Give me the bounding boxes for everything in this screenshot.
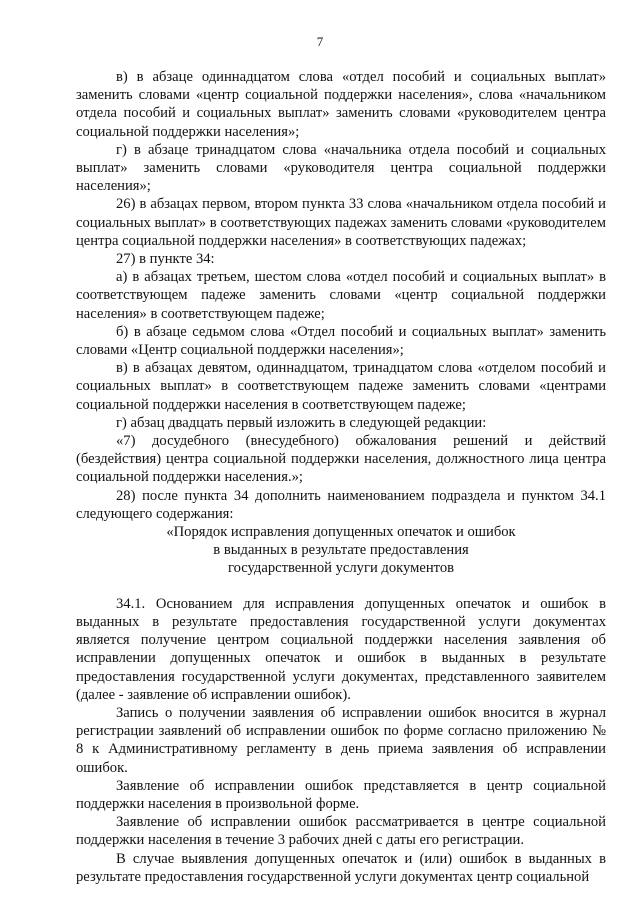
- paragraph: в) в абзацах девятом, одиннадцатом, тринадцатом слова «отделом пособий и социальных выплат» в соответствующем падеже заменить словами «центрами социальной поддержки населения в соответствующем падеже;: [76, 360, 606, 413]
- paragraph: Заявление об исправлении ошибок рассматривается в центре социальной поддержки населения в течение 3 рабочих дней с даты его регистрации.: [76, 814, 606, 849]
- paragraph: а) в абзацах третьем, шестом слова «отдел пособий и социальных выплат» в соответствующем падеже заменить словами «центр социальной поддержки населения» в соответствующем падеже;: [76, 269, 606, 322]
- paragraph: Запись о получении заявления об исправлении ошибок вносится в журнал регистрации заявлений об исправлении ошибок по форме согласно приложению № 8 к Административному регламенту в день приема заявления об исправлении ошибок.: [76, 704, 606, 776]
- paragraph: 26) в абзацах первом, втором пункта 33 слова «начальником отдела пособий и социальных выплат» в соответствующих падежах заменить словами «руководителем центра социальной поддержки населения» в соответствующих падежах;: [76, 196, 606, 249]
- subsection-heading-line: в выданных в результате предоставления: [213, 542, 469, 559]
- subsection-heading-line: государственной услуги документов: [227, 560, 455, 577]
- page-number: 7: [316, 34, 324, 49]
- paragraph: г) абзац двадцать первый изложить в следующей редакции:: [116, 414, 487, 431]
- paragraph: г) в абзаце тринадцатом слова «начальника отдела пособий и социальных выплат» заменить словами «руководителя центра социальной поддержки населения»;: [76, 141, 606, 195]
- paragraph: 27) в пункте 34:: [116, 251, 215, 268]
- subsection-heading: [76, 523, 606, 595]
- subsection-heading-line: «Порядок исправления допущенных опечаток и ошибок: [166, 524, 516, 541]
- paragraph: 34.1. Основанием для исправления допущенных опечаток и ошибок в выданных в результате предоставления государственной услуги документах является получение центром социальной поддержки населения заявления об исправлении допущенных опечаток и ошибок в выданных в результате предоставления государственной услуги документах, представленного заявителем (далее - заявление об исправлении ошибок).: [76, 595, 606, 703]
- paragraph: б) в абзаце седьмом слова «Отдел пособий и социальных выплат» заменить словами «Центр социальной поддержки населения»;: [76, 323, 606, 359]
- paragraph: 28) после пункта 34 дополнить наименованием подраздела и пунктом 34.1 следующего содержания:: [76, 487, 606, 522]
- paragraph: в) в абзаце одиннадцатом слова «отдел пособий и социальных выплат» заменить словами «центр социальной поддержки населения», слова «начальником отдела пособий и социальных выплат» заменить словами «руководителем центра социальной поддержки населения»;: [76, 69, 606, 140]
- paragraph: Заявление об исправлении ошибок представляется в центр социальной поддержки населения в произвольной форме.: [76, 777, 606, 812]
- paragraph: В случае выявления допущенных опечаток и (или) ошибок в выданных в результате предоставления государственной услуги документах центр социальной: [76, 850, 606, 885]
- document-body: [76, 68, 606, 886]
- paragraph: «7) досудебного (внесудебного) обжалования решений и действий (бездействия) центра социальной поддержки населения, должностного лица центра социальной поддержки населения.»;: [76, 433, 606, 486]
